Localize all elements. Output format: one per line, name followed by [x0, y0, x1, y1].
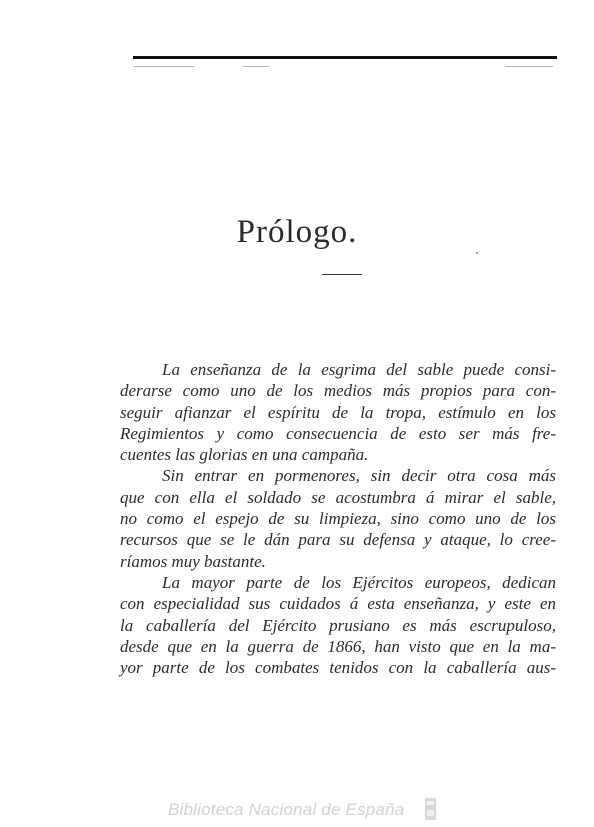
- body-text: [120, 359, 556, 678]
- library-watermark: Biblioteca Nacional de España: [168, 800, 405, 819]
- text-line: que con ella el soldado se acostumbra á mirar el sable,: [120, 487, 556, 507]
- header-print-marks: [133, 64, 557, 70]
- text-line: la caballería del Ejército prusiano es más escrupuloso,: [120, 615, 556, 635]
- text-line: recursos que se le dán para su defensa y ataque, lo cree-: [120, 530, 556, 550]
- header-rule: [133, 56, 557, 59]
- text-line: desde que en la guerra de 1866, han visto que en la ma-: [120, 636, 556, 656]
- title-divider: [322, 274, 362, 275]
- text-line: La mayor parte de los Ejércitos europeos, dedican: [162, 572, 556, 592]
- text-line: cuentes las glorias en una campaña.: [120, 445, 369, 465]
- text-line: Sin entrar en pormenores, sin decir otra cosa más: [162, 466, 556, 486]
- print-speck: [476, 252, 478, 254]
- text-line: yor parte de los combates tenidos con la caballería aus-: [120, 658, 556, 678]
- text-line: no como el espejo de su limpieza, sino como uno de los: [120, 509, 556, 529]
- text-line: ríamos muy bastante.: [120, 551, 266, 571]
- page-title: Prólogo.: [236, 214, 358, 250]
- text-line: Regimientos y como consecuencia de esto ser más fre-: [120, 423, 556, 443]
- text-line: con especialidad sus cuidados á esta enseñanza, y este en: [120, 594, 556, 614]
- library-logo-icon: [425, 798, 436, 820]
- text-line: derarse como uno de los medios más propios para con-: [120, 381, 556, 401]
- text-line: seguir afianzar el espíritu de la tropa, estímulo en los: [120, 402, 556, 422]
- text-line: La enseñanza de la esgrima del sable puede consi-: [162, 360, 556, 379]
